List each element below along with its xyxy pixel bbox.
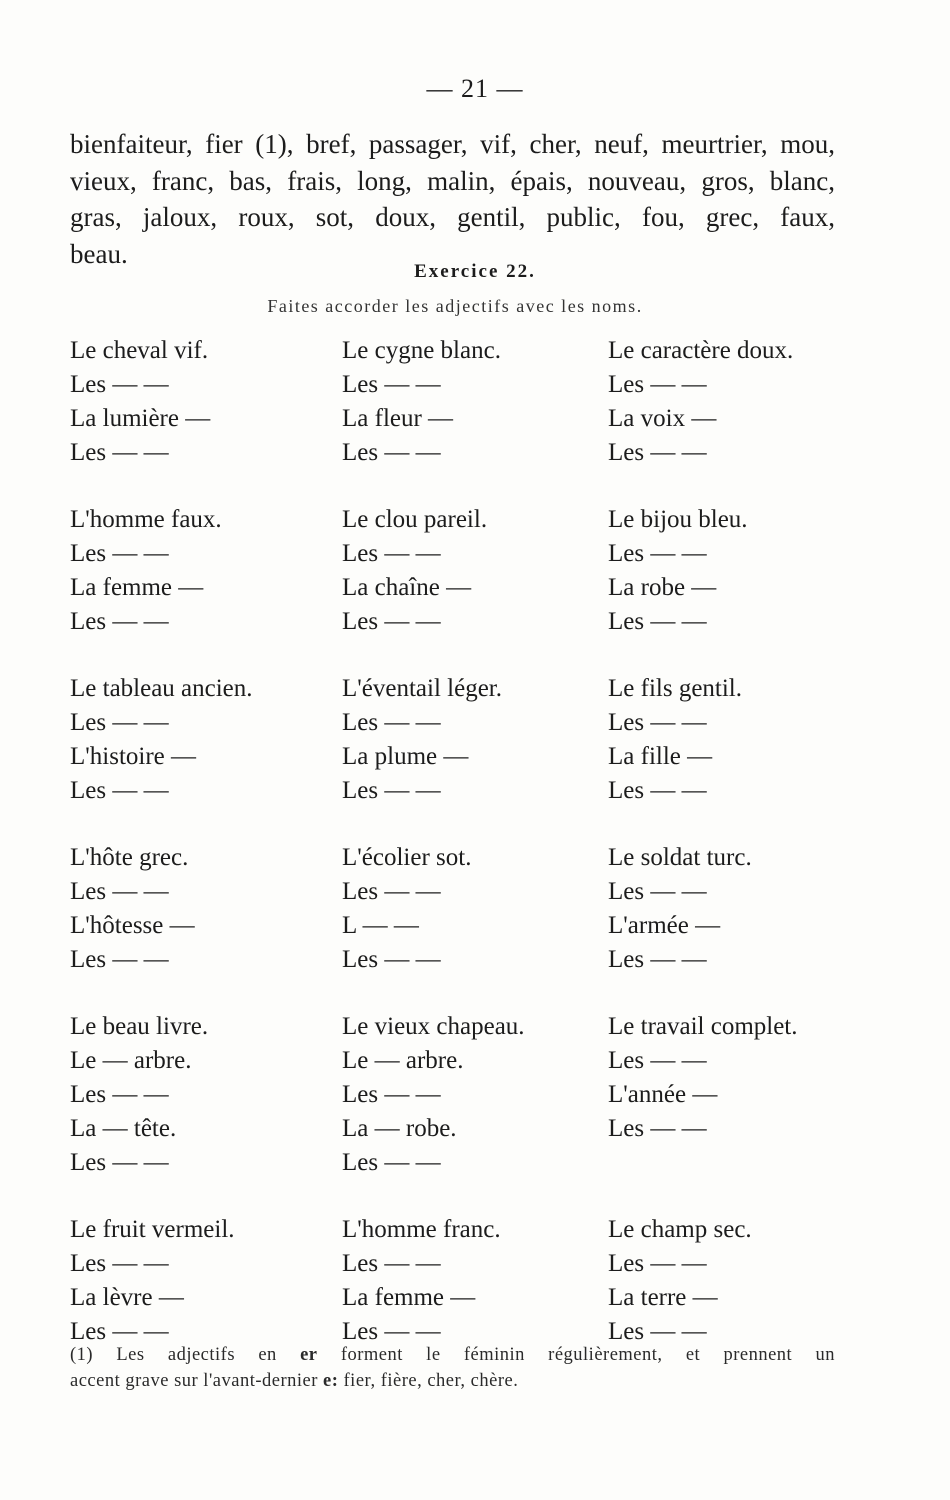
exercise-cell: Le caractère doux.	[608, 337, 794, 364]
exercise-cell: Les — —	[70, 878, 169, 905]
footnote-text: (1) Les adjectifs en	[70, 1345, 301, 1365]
exercise-cell: La femme —	[342, 1284, 476, 1311]
exercise-cell: Le beau livre.	[70, 1013, 209, 1040]
exercise-cell: Le clou pareil.	[342, 506, 488, 533]
exercise-cell: Les — —	[70, 709, 169, 736]
exercise-cell: Les — —	[608, 709, 707, 736]
exercise-row	[70, 605, 870, 639]
exercise-cell: Les — —	[70, 1149, 169, 1176]
exercise-group	[70, 841, 870, 1010]
exercise-instruction: Faites accorder les adjectifs avec les noms.	[267, 296, 643, 316]
exercise-cell: Les — —	[70, 540, 169, 567]
exercise-row	[70, 1078, 870, 1112]
exercise-row	[70, 503, 870, 537]
exercise-cell: Le fruit vermeil.	[70, 1216, 235, 1243]
exercise-cell: Les — —	[608, 1318, 707, 1345]
exercise-cell: Les — —	[342, 1250, 441, 1277]
exercise-row	[70, 1146, 870, 1180]
exercise-cell: Les — —	[608, 777, 707, 804]
exercise-cell: Le champ sec.	[608, 1216, 752, 1243]
exercise-row	[70, 706, 870, 740]
exercise-cell: Le tableau ancien.	[70, 675, 253, 702]
footnote-text: fier, fière, cher, chère.	[338, 1371, 519, 1391]
exercise-row	[70, 774, 870, 808]
intro-line: gras, jaloux, roux, sot, doux, gentil, public, fou, grec, faux,	[70, 202, 835, 232]
exercise-group	[70, 672, 870, 841]
exercise-group	[70, 503, 870, 672]
exercise-cell: Le soldat turc.	[608, 844, 752, 871]
exercise-cell: Les — —	[608, 1115, 707, 1142]
exercise-row	[70, 571, 870, 605]
exercise-cell: Le bijou bleu.	[608, 506, 748, 533]
exercise-cell: Les — —	[608, 1047, 707, 1074]
exercise-cell: La fille —	[608, 743, 713, 770]
exercise-row	[70, 368, 870, 402]
exercise-cell: Les — —	[70, 1081, 169, 1108]
exercise-title: Exercice 22.	[414, 261, 536, 282]
exercise-cell: La robe —	[608, 574, 717, 601]
exercise-cell: L'homme faux.	[70, 506, 222, 533]
exercise-grid	[70, 334, 870, 1382]
exercise-cell: Les — —	[70, 371, 169, 398]
exercise-row	[70, 1213, 870, 1247]
exercise-cell: La lumière —	[70, 405, 211, 432]
intro-paragraph	[70, 126, 835, 272]
exercise-cell: Les — —	[608, 371, 707, 398]
exercise-group	[70, 1010, 870, 1213]
exercise-row	[70, 1247, 870, 1281]
exercise-row	[70, 402, 870, 436]
exercise-cell: La fleur —	[342, 405, 454, 432]
exercise-row	[70, 909, 870, 943]
page-number: — 21 —	[426, 74, 524, 103]
exercise-cell: Les — —	[342, 540, 441, 567]
exercise-cell: L'armée —	[608, 912, 721, 939]
exercise-row	[70, 1281, 870, 1315]
footnote-line-1	[70, 1342, 835, 1368]
exercise-row	[70, 436, 870, 470]
exercise-cell: Les — —	[608, 878, 707, 905]
exercise-cell: La — robe.	[342, 1115, 457, 1142]
exercise-cell: Les — —	[342, 371, 441, 398]
footnote-line-2	[70, 1368, 835, 1394]
exercise-cell: Les — —	[70, 1318, 169, 1345]
exercise-cell: Les — —	[70, 946, 169, 973]
exercise-cell: Les — —	[342, 709, 441, 736]
exercise-cell: Les — —	[342, 1149, 441, 1176]
exercise-cell: Les — —	[70, 608, 169, 635]
footnote-emphasis: e:	[323, 1371, 339, 1391]
exercise-cell: Le vieux chapeau.	[342, 1013, 525, 1040]
exercise-cell: Les — —	[342, 608, 441, 635]
exercise-cell: Les — —	[608, 439, 707, 466]
exercise-cell: La femme —	[70, 574, 204, 601]
exercise-cell: L'histoire —	[70, 743, 197, 770]
exercise-row	[70, 1112, 870, 1146]
exercise-cell: L'éventail léger.	[342, 675, 502, 702]
exercise-cell: Les — —	[608, 540, 707, 567]
footnote-emphasis: er	[300, 1345, 318, 1365]
exercise-row	[70, 334, 870, 368]
exercise-cell: Les — —	[608, 608, 707, 635]
exercise-cell: Les — —	[342, 777, 441, 804]
footnote	[70, 1342, 835, 1394]
exercise-cell: L — —	[342, 912, 419, 939]
exercise-cell: Les — —	[342, 439, 441, 466]
exercise-row	[70, 875, 870, 909]
exercise-cell: L'écolier sot.	[342, 844, 472, 871]
exercise-cell: Le travail complet.	[608, 1013, 798, 1040]
exercise-cell: Le — arbre.	[70, 1047, 192, 1074]
exercise-row	[70, 537, 870, 571]
footnote-text: forment le féminin régulièrement, et prennent un	[317, 1345, 835, 1365]
intro-line: vieux, franc, bas, frais, long, malin, épais, nouveau, gros, blanc,	[70, 165, 835, 196]
exercise-group	[70, 334, 870, 503]
exercise-row	[70, 740, 870, 774]
exercise-cell: La plume —	[342, 743, 469, 770]
exercise-cell: Les — —	[608, 1250, 707, 1277]
exercise-row	[70, 841, 870, 875]
exercise-row	[70, 672, 870, 706]
exercise-cell: Le cheval vif.	[70, 337, 209, 364]
exercise-row	[70, 943, 870, 977]
exercise-cell: Les — —	[608, 946, 707, 973]
exercise-row	[70, 1010, 870, 1044]
exercise-cell: La — tête.	[70, 1115, 177, 1142]
exercise-cell: L'hôte grec.	[70, 844, 189, 871]
intro-line: beau.	[70, 238, 128, 269]
exercise-cell: L'hôtesse —	[70, 912, 195, 939]
exercise-cell: Les — —	[342, 1318, 441, 1345]
exercise-cell: La voix —	[608, 405, 717, 432]
exercise-cell: Le cygne blanc.	[342, 337, 501, 364]
exercise-cell: La lèvre —	[70, 1284, 184, 1311]
exercise-cell: Les — —	[342, 946, 441, 973]
exercise-cell: La chaîne —	[342, 574, 472, 601]
footnote-text: accent grave sur l'avant-dernier	[70, 1371, 324, 1391]
exercise-cell: La terre —	[608, 1284, 718, 1311]
exercise-row	[70, 1044, 870, 1078]
exercise-cell: Les — —	[342, 1081, 441, 1108]
exercise-cell: Les — —	[342, 878, 441, 905]
exercise-cell: Le fils gentil.	[608, 675, 742, 702]
exercise-cell: Les — —	[70, 1250, 169, 1277]
exercise-cell: Les — —	[70, 439, 169, 466]
exercise-cell: Les — —	[70, 777, 169, 804]
exercise-cell: Le — arbre.	[342, 1047, 464, 1074]
intro-line: bienfaiteur, fier (1), bref, passager, vif, cher, neuf, meurtrier, mou,	[70, 129, 835, 159]
exercise-cell: L'homme franc.	[342, 1216, 501, 1243]
exercise-cell: L'année —	[608, 1081, 718, 1108]
